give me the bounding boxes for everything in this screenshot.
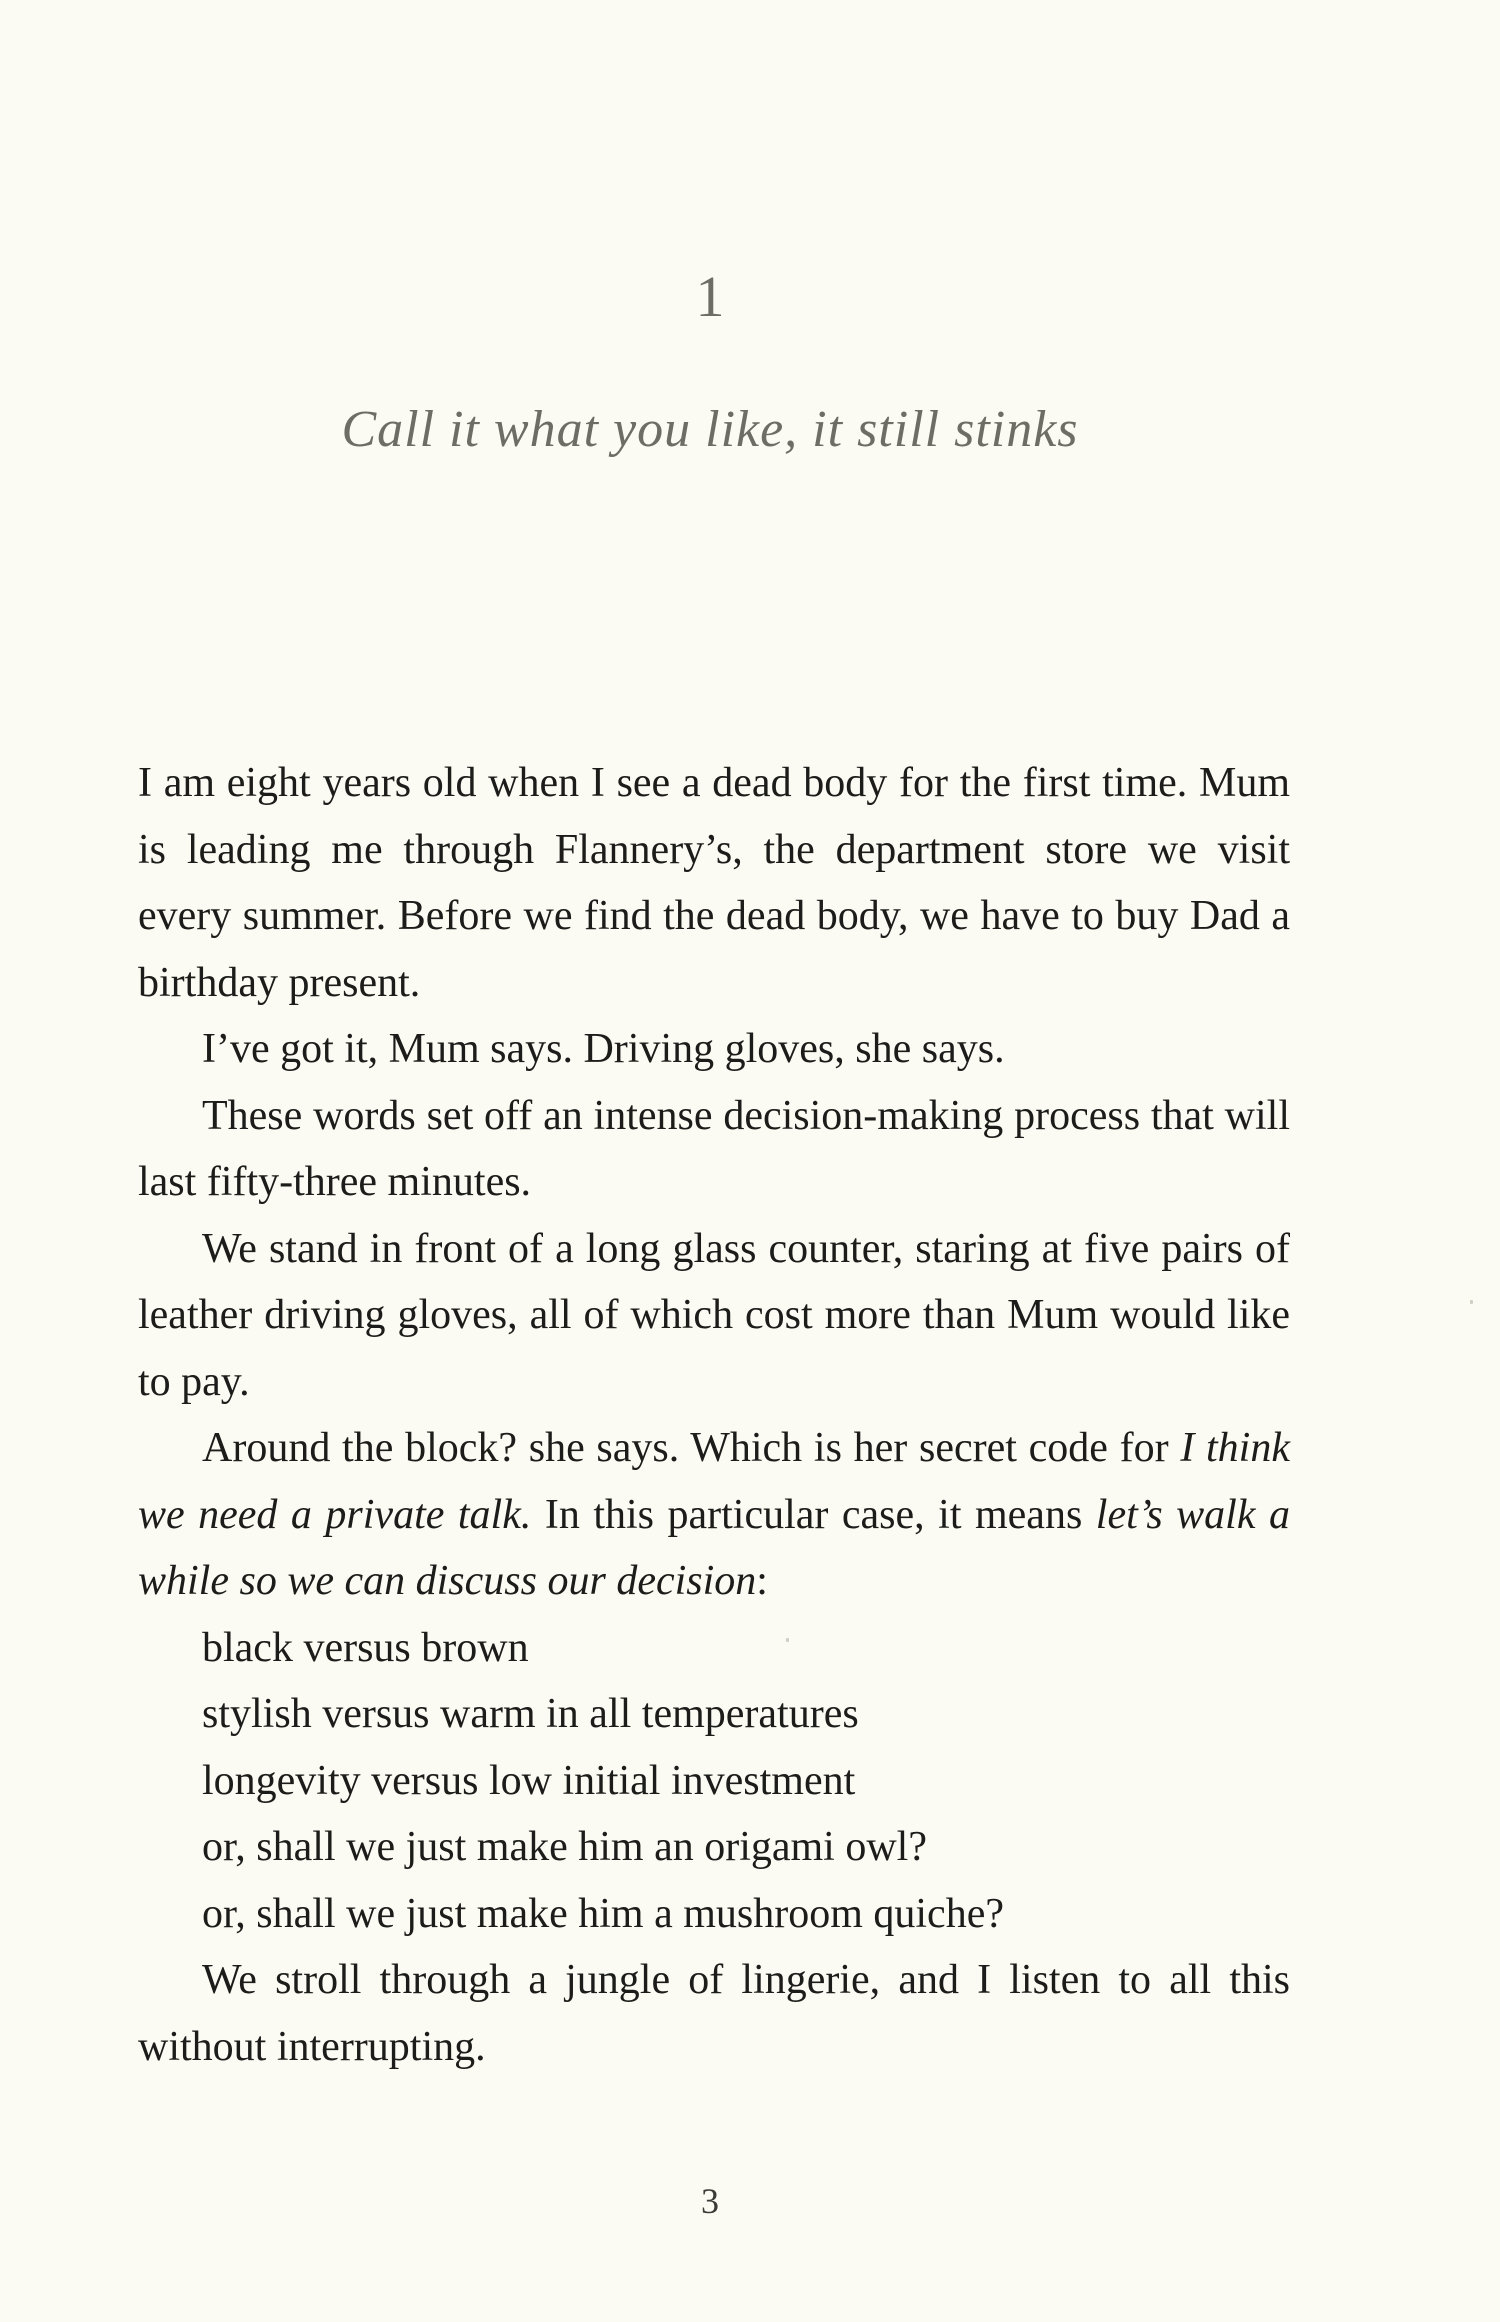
paragraph-5-text-c: In this particular case, it means bbox=[531, 1491, 1096, 1538]
chapter-title: Call it what you like, it still stinks bbox=[341, 401, 1079, 458]
list-item: black versus brown bbox=[202, 1624, 529, 1671]
paragraph-6: We stroll through a jungle of lingerie, and I listen to all this without interrupting. bbox=[138, 1957, 1290, 2070]
paragraph-5-italic-d: let’s walk a while so we can discuss our decision bbox=[138, 1491, 1290, 1604]
paragraph-4: We stand in front of a long glass counter, staring at five pairs of leather driving gloves, all of which cost more than Mum would like to pay. bbox=[138, 1225, 1290, 1405]
chapter-number: 1 bbox=[695, 264, 725, 329]
paragraph-1: I am eight years old when I see a dead body for the first time. Mum is leading me through Flannery’s, the department store we visit every summer. Before we find the dead body, we have to buy Dad a birthday present. bbox=[138, 760, 1290, 1006]
list-item: or, shall we just make him an origami owl? bbox=[202, 1824, 927, 1870]
list-item: or, shall we just make him a mushroom quiche? bbox=[202, 1890, 1004, 1937]
list-item: stylish versus warm in all temperatures bbox=[202, 1691, 859, 1737]
page-number: 3 bbox=[701, 2181, 719, 2221]
scan-speck bbox=[786, 1638, 789, 1642]
scan-speck bbox=[1470, 1300, 1473, 1304]
paragraph-5-text-a: Around the block? she says. Which is her secret code for bbox=[202, 1425, 1181, 1471]
paragraph-5-text-e: : bbox=[756, 1558, 768, 1604]
decision-list bbox=[138, 1615, 1290, 1948]
paragraph-2: I’ve got it, Mum says. Driving gloves, she says. bbox=[202, 1026, 1005, 1072]
paragraph-3: These words set off an intense decision-making process that will last fifty-three minutes. bbox=[138, 1092, 1290, 1205]
paragraph-5 bbox=[138, 1415, 1290, 1615]
list-item: longevity versus low initial investment bbox=[202, 1757, 856, 1804]
body-text bbox=[138, 750, 1290, 2080]
paragraph-5-italic-b: I think we need a private talk. bbox=[138, 1425, 1290, 1538]
